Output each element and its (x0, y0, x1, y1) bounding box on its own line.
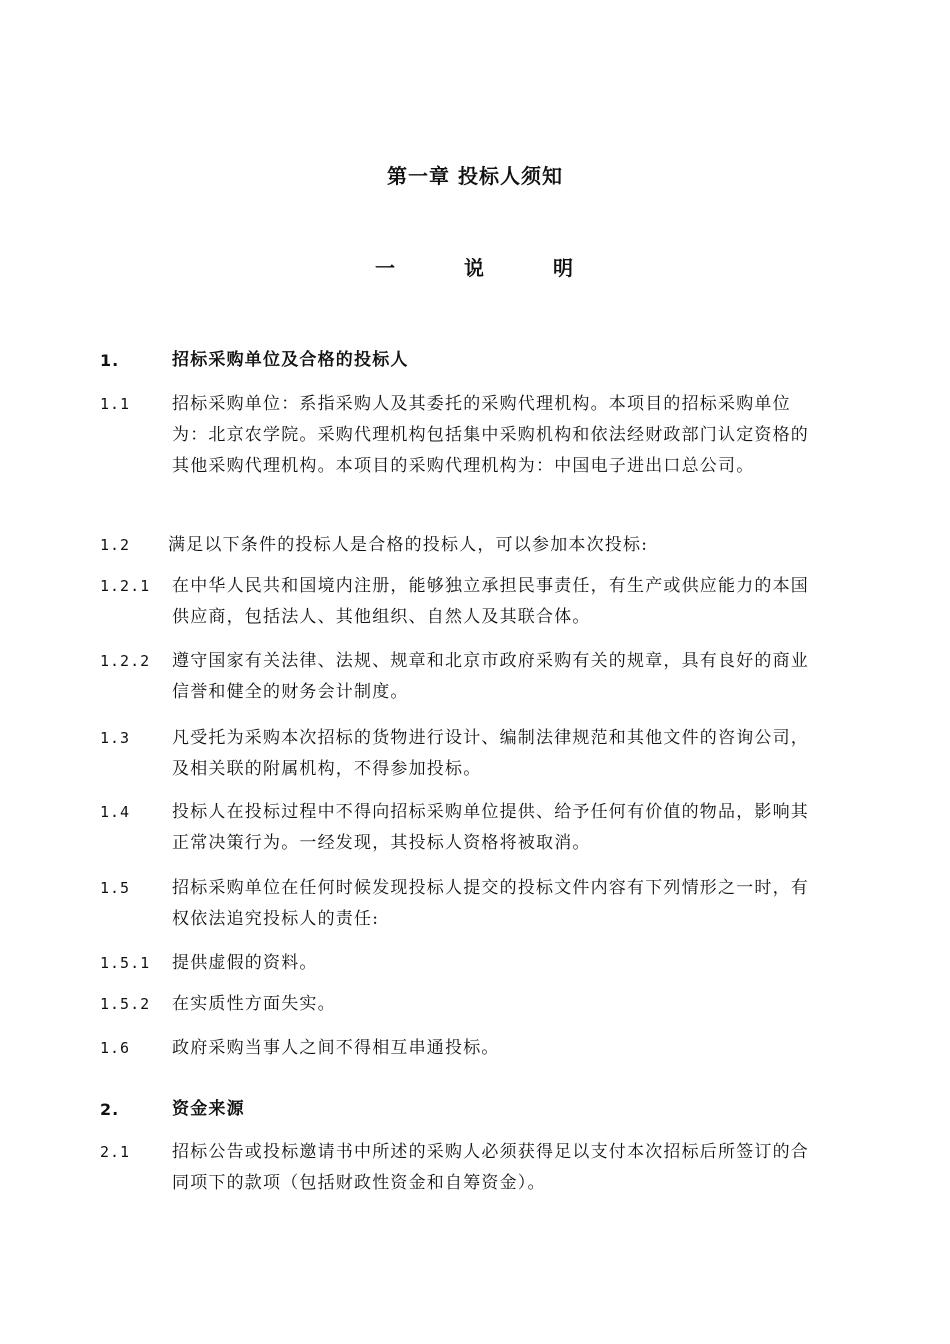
clause-text: 政府采购当事人之间不得相互串通投标。 (172, 1038, 500, 1058)
clause-text: 投标人在投标过程中不得向招标采购单位提供、给予任何有价值的物品，影响其正常决策行为。一经发现，其投标人资格将被取消。 (172, 802, 809, 853)
clause-text: 招标公告或投标邀请书中所述的采购人必须获得足以支付本次招标后所签订的合同项下的款项（包括财政性资金和自筹资金）。 (172, 1142, 809, 1193)
clause-number: 1.4 (100, 803, 131, 821)
section-title-char-1: 说 (464, 256, 486, 280)
clause-text: 提供虚假的资料。 (172, 953, 318, 973)
clause-number: 1. (100, 351, 120, 370)
clause-number: 2.1 (100, 1143, 131, 1161)
clause-heading-text: 资金来源 (172, 1099, 245, 1119)
clause-text: 招标采购单位：系指采购人及其委托的采购代理机构。本项目的招标采购单位为：北京农学院。采购代理机构包括集中采购机构和依法经财政部门认定资格的其他采购代理机构。本项目的采购代理机构为：中国电子进出口总公司。 (172, 394, 809, 476)
section-number: 一 (375, 256, 398, 280)
clause-number: 1.2.1 (100, 577, 151, 595)
section-title-char-2: 明 (552, 256, 575, 280)
clause-number: 1.1 (100, 395, 131, 413)
clause-number: 1.6 (100, 1039, 131, 1057)
clause-text: 凡受托为采购本次招标的货物进行设计、编制法律规范和其他文件的咨询公司，及相关联的附属机构，不得参加投标。 (172, 728, 809, 779)
clause-heading-text: 招标采购单位及合格的投标人 (172, 350, 409, 370)
clause-text: 招标采购单位在任何时候发现投标人提交的投标文件内容有下列情形之一时，有权依法追究投标人的责任: (172, 878, 809, 929)
clause-number: 1.5 (100, 879, 131, 897)
clause-number: 1.2 (100, 536, 131, 554)
section-title (0, 252, 950, 281)
chapter-title: 第一章 投标人须知 (387, 164, 563, 188)
clause-number: 1.5.2 (100, 995, 151, 1013)
clause-text: 在实质性方面失实。 (172, 994, 336, 1014)
clause-text: 遵守国家有关法律、法规、规章和北京市政府采购有关的规章，具有良好的商业信誉和健全的财务会计制度。 (172, 651, 809, 702)
clause-number: 1.3 (100, 729, 131, 747)
clause-number: 2. (100, 1100, 120, 1119)
clause-number: 1.2.2 (100, 652, 151, 670)
clause-number: 1.5.1 (100, 954, 151, 972)
clause-text: 满足以下条件的投标人是合格的投标人，可以参加本次投标: (168, 535, 649, 555)
clause-text: 在中华人民共和国境内注册，能够独立承担民事责任，有生产或供应能力的本国供应商，包括法人、其他组织、自然人及其联合体。 (172, 576, 809, 627)
